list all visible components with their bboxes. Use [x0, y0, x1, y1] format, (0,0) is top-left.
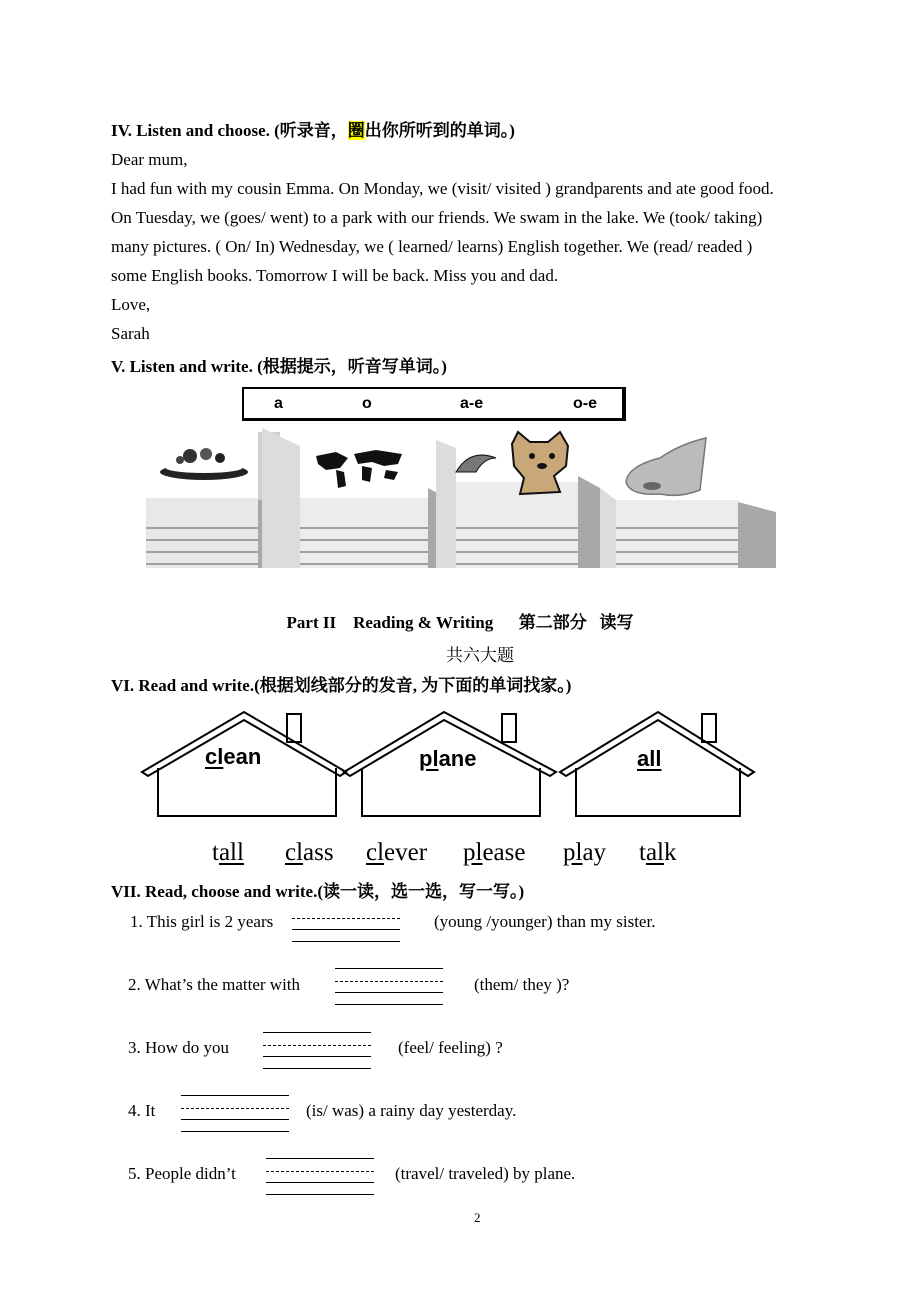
sort-word [212, 838, 244, 868]
section-7-heading-cn: (读一读，选一选，写一写。) [317, 882, 525, 901]
section-5-heading-en: V. Listen and write. [111, 357, 253, 376]
section-5-heading [111, 357, 447, 377]
exercise-2-prefix: 2. What’s the matter with [128, 975, 301, 994]
exercise-2-blank-dashed[interactable] [335, 981, 443, 982]
section-4-heading-cn-post: 出你所听到的单词。) [364, 121, 515, 140]
sort-word-underlined: pl [463, 839, 483, 866]
exercise-5-suffix: (travel/ traveled) by plane. [395, 1164, 576, 1183]
sort-word-post: k [664, 839, 677, 866]
sort-word-post: ease [482, 839, 526, 866]
sort-word [463, 838, 525, 868]
sort-word-post: ass [303, 839, 334, 866]
section-4-heading [111, 121, 515, 141]
cake-icon [160, 448, 248, 480]
exercise-4-prefix: 4. It [128, 1101, 156, 1120]
sound-o: o [362, 395, 372, 412]
exercise-3-blank-bottom [263, 1068, 371, 1069]
pad-4 [600, 438, 776, 568]
letter-line: Sarah [111, 324, 150, 343]
letter-line: I had fun with my cousin Emma. On Monday, we (visit/ visited ) grandparents and ate good food. [111, 179, 774, 198]
section-6-heading-en: VI. Read and write. [111, 676, 255, 695]
sort-word-underlined: pl [563, 839, 583, 866]
exercise-2-blank[interactable] [335, 992, 443, 993]
letter-line: some English books. Tomorrow I will be back. Miss you and dad. [111, 266, 559, 285]
sound-o-e: o-e [573, 395, 597, 412]
pad-2 [262, 428, 450, 568]
sort-word [639, 838, 677, 868]
letter-line: On Tuesday, we (goes/ went) to a park with our friends. We swam in the lake. We (took/ taking) [111, 208, 763, 227]
sound-a: a [274, 395, 283, 412]
sort-word-underlined: all [218, 839, 244, 866]
sort-word-post: ay [582, 839, 607, 866]
exercise-5-blank-dashed[interactable] [266, 1171, 374, 1172]
letter-line: Dear mum, [111, 150, 188, 169]
exercise-1-blank-dashed[interactable] [292, 918, 400, 919]
part-2-title: Part II Reading & Writing 第二部分 读写 [286, 613, 634, 632]
writing-pads-picture [140, 428, 780, 573]
section-4-heading-en: IV. Listen and choose. [111, 121, 270, 140]
page-number: 2 [474, 1210, 481, 1225]
letter-line: many pictures. ( On/ In) Wednesday, we ( learned/ learns) English together. We (read/ readed ) [111, 237, 753, 256]
house-1-word [205, 744, 261, 770]
house-3-word [637, 746, 661, 772]
pad-1 [146, 432, 280, 568]
exercise-3-blank-dashed[interactable] [263, 1045, 371, 1046]
exercise-3-prefix: 3. How do you [128, 1038, 230, 1057]
exercise-3-suffix: (feel/ feeling) ? [398, 1038, 503, 1057]
sound-box [242, 387, 626, 421]
house-3-word-underlined: all [637, 746, 662, 771]
exercise-4-blank-bottom [181, 1131, 289, 1132]
sort-word-post: ever [384, 839, 428, 866]
house-2-word-rest: ane [438, 746, 477, 771]
section-5-heading-cn: (根据提示，听音写单词。) [257, 357, 447, 376]
exercise-2-blank-top [335, 968, 443, 969]
exercise-2-suffix: (them/ they )? [474, 975, 570, 994]
exercise-5-prefix: 5. People didn’t [128, 1164, 236, 1183]
sort-word [285, 838, 334, 868]
exercise-1-prefix: 1. This girl is 2 years [130, 912, 274, 931]
house-2-word-underlined: pl [419, 746, 439, 771]
sort-word-pre: t [639, 839, 646, 866]
exercise-1-blank-bottom [292, 941, 400, 942]
sort-word [563, 838, 606, 868]
letter-line: Love, [111, 295, 151, 314]
sort-word-underlined: cl [366, 839, 385, 866]
exercise-4-blank-top [181, 1095, 289, 1096]
exercise-5-blank-bottom [266, 1194, 374, 1195]
highlighted-char: 圈 [347, 121, 365, 140]
house-1-word-underlined: cl [205, 744, 224, 769]
section-6-heading-cn: (根据划线部分的发音, 为下面的单词找家。) [254, 676, 572, 695]
sort-word-underlined: al [645, 839, 664, 866]
sort-word [366, 838, 427, 868]
exercise-2-blank-bottom [335, 1004, 443, 1005]
section-7-heading-en: VII. Read, choose and write. [111, 882, 318, 901]
section-7-heading [111, 882, 524, 902]
exercise-4-blank[interactable] [181, 1119, 289, 1120]
exercise-3-blank[interactable] [263, 1056, 371, 1057]
exercise-3-blank-top [263, 1032, 371, 1033]
section-4-heading-cn-pre: (听录音， [274, 121, 348, 140]
part-2-subtitle: 共六大题 [446, 646, 514, 665]
house-1-word-rest: ean [223, 744, 262, 769]
world-map-icon [316, 450, 402, 488]
pad-3 [436, 432, 600, 568]
sort-word-pre: t [212, 839, 219, 866]
exercise-5-blank-top [266, 1158, 374, 1159]
exercise-4-suffix: (is/ was) a rainy day yesterday. [306, 1101, 517, 1120]
house-2-word [419, 746, 476, 772]
exercise-4-blank-dashed[interactable] [181, 1108, 289, 1109]
exercise-5-blank[interactable] [266, 1182, 374, 1183]
section-6-heading [111, 676, 571, 696]
sound-a-e: a-e [460, 395, 484, 412]
nose-icon [626, 438, 706, 495]
exercise-1-suffix: (young /younger) than my sister. [434, 912, 656, 931]
sort-word-underlined: cl [285, 839, 304, 866]
exercise-1-blank[interactable] [292, 929, 400, 930]
